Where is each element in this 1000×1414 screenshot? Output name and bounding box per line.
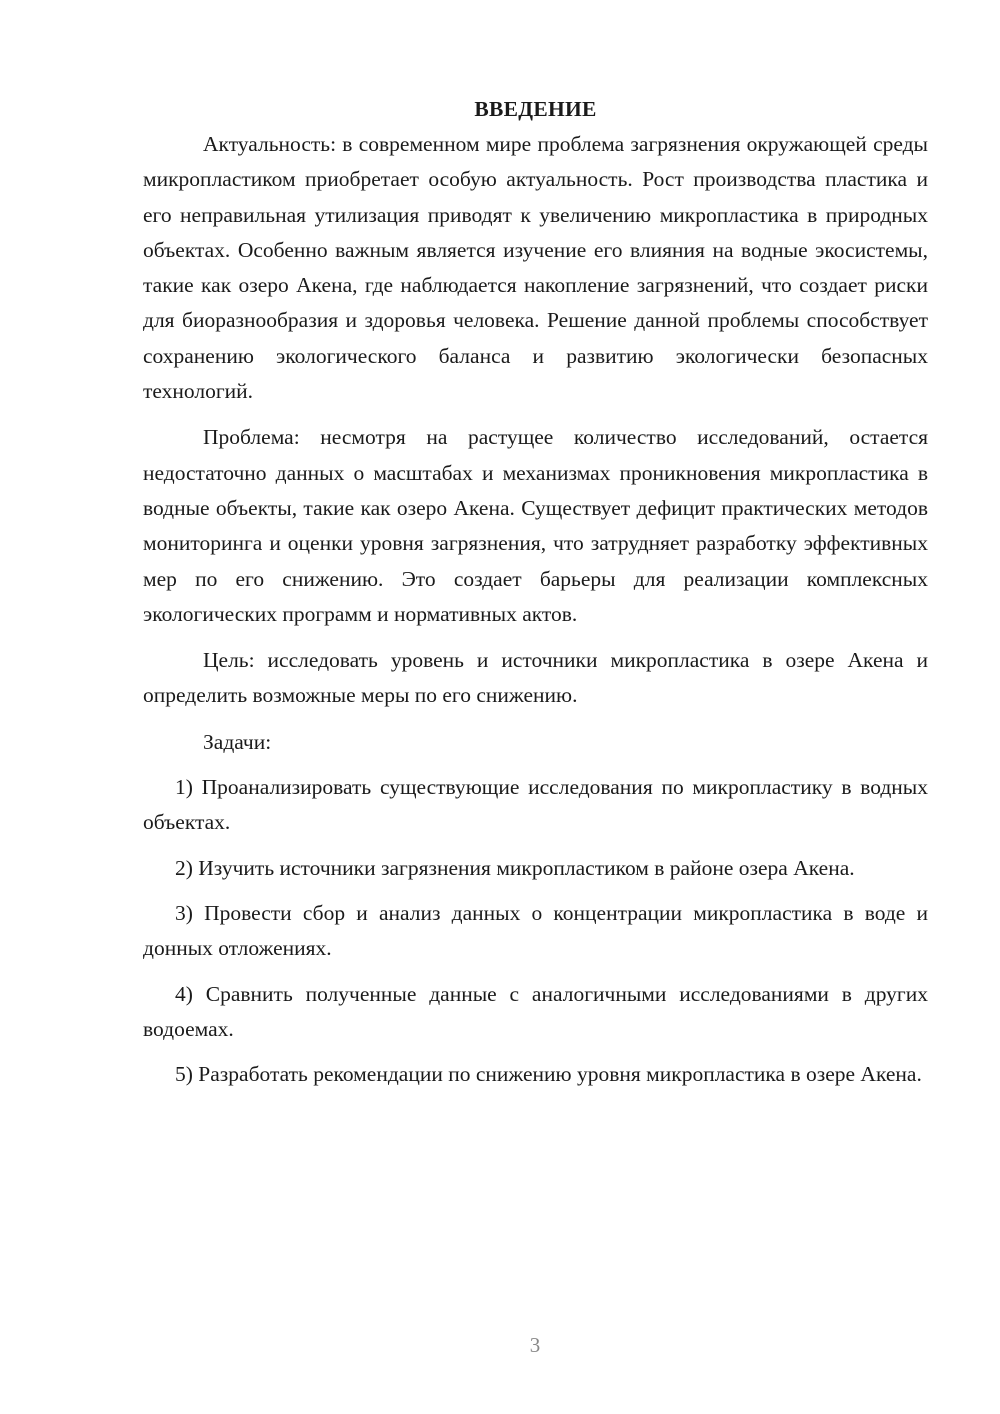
paragraph-relevance: Актуальность: в современном мире проблема загрязнения окружающей среды микропластиком приобретает особую актуальность. Рост производства пластика и его неправильная утилизация приводят к увеличению микропластика в природных объектах. Особенно важным является изучение его влияния на водные экосистемы, такие как озеро Акена, где наблюдается накопление загрязнений, что создает риски для биоразнообразия и здоровья человека. Решение данной проблемы способствует сохранению экологического баланса и развитию экологически безопасных технологий.	[143, 132, 928, 404]
task-list	[143, 770, 928, 1092]
paragraph-problem: Проблема: несмотря на растущее количество исследований, остается недостаточно данных о масштабах и механизмах проникновения микропластика в водные объекты, такие как озеро Акена. Существует дефицит практических методов мониторинга и оценки уровня загрязнения, что затрудняет разработку эффективных мер по его снижению. Это создает барьеры для реализации комплексных экологических программ и нормативных актов.	[143, 425, 928, 626]
task-item-4: 4) Сравнить полученные данные с аналогичными исследованиями в других водоемах.	[143, 981, 928, 1041]
paragraph-goal: Цель: исследовать уровень и источники микропластика в озере Акена и определить возможные меры по его снижению.	[143, 648, 928, 708]
task-item-5: 5) Разработать рекомендации по снижению уровня микропластика в озере Акена.	[175, 1062, 922, 1087]
page-content	[143, 92, 928, 1092]
task-item-1: 1) Проанализировать существующие исследования по микропластику в водных объектах.	[143, 775, 928, 835]
task-item-2: 2) Изучить источники загрязнения микропластиком в районе озера Акена.	[175, 855, 855, 880]
section-title: ВВЕДЕНИЕ	[474, 97, 597, 121]
task-item-3: 3) Провести сбор и анализ данных о концентрации микропластика в воде и донных отложениях.	[143, 900, 928, 961]
page-number: 3	[529, 1333, 541, 1357]
tasks-heading: Задачи:	[203, 729, 272, 754]
